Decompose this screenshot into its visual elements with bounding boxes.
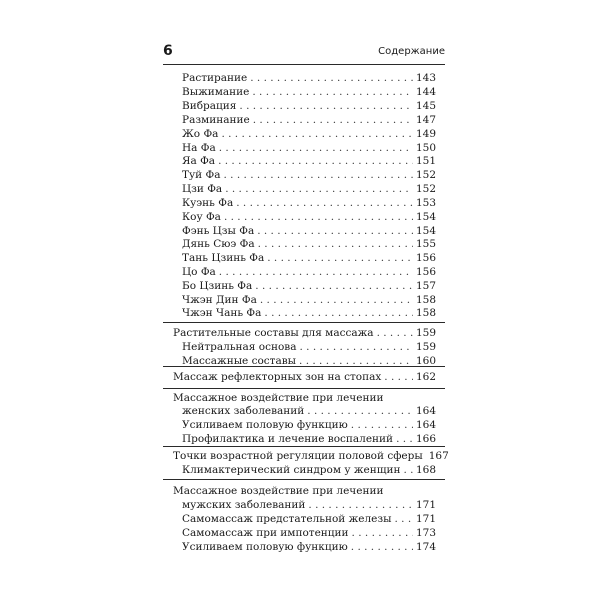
toc-entry: Массажные составы . . . 160: [182, 355, 436, 368]
page-header: [163, 40, 445, 65]
page-number: 6: [163, 43, 173, 59]
toc-entry: Тань Цзинь Фа . . . 156: [182, 252, 436, 265]
toc-entry: Климактерический синдром у женщин . . . 168: [182, 464, 436, 477]
toc-section-entry: мужских заболеваний . . . 171: [182, 499, 436, 512]
toc-entry: Жо Фа . . . 149: [182, 128, 436, 141]
toc-entry: Выжимание . . . 144: [182, 86, 436, 99]
section-divider: [163, 366, 445, 367]
toc-entry: Усиливаем половую функцию . . . 174: [182, 541, 436, 554]
toc-entry: Профилактика и лечение воспалений . . . 166: [182, 433, 436, 446]
toc-entry: Вибрация . . . 145: [182, 100, 436, 113]
toc-section-title: Массажное воздействие при лечении: [173, 392, 384, 404]
toc-section-entry: Массаж рефлекторных зон на стопах . . . 162: [173, 371, 436, 384]
toc-entry: Чжэн Дин Фа . . . 158: [182, 294, 436, 307]
toc-entry: Туй Фа . . . 152: [182, 169, 436, 182]
toc-entry: Усиливаем половую функцию . . . 164: [182, 419, 436, 432]
toc-entry: Разминание . . . 147: [182, 114, 436, 127]
toc-entry: Цзи Фа . . . 152: [182, 183, 436, 196]
toc-entry: На Фа . . . 150: [182, 142, 436, 155]
toc-entry: Растирание . . . 143: [182, 72, 436, 85]
section-title: Содержание: [378, 46, 445, 57]
section-divider: [163, 322, 445, 323]
toc-entry: Фэнь Цзы Фа . . . 154: [182, 225, 436, 238]
toc-entry: Коу Фа . . . 154: [182, 211, 436, 224]
toc-entry: Яа Фа . . . 151: [182, 155, 436, 168]
toc-entry: Бо Цзинь Фа . . . 157: [182, 280, 436, 293]
toc-entry: Нейтральная основа . . . 159: [182, 341, 436, 354]
section-divider: [163, 388, 445, 389]
toc-entry: Самомассаж при импотенции . . . 173: [182, 527, 436, 540]
toc-entry: Дянь Сюэ Фа . . . 155: [182, 238, 436, 251]
toc-section-entry: Растительные составы для массажа . . . 159: [173, 327, 436, 340]
section-divider: [163, 446, 445, 447]
toc-section-entry: женских заболеваний . . . 164: [182, 405, 436, 418]
section-divider: [163, 479, 445, 480]
toc-entry: Самомассаж предстательной железы . . . 171: [182, 513, 436, 526]
toc-section-entry: Точки возрастной регуляции половой сферы 167: [173, 450, 449, 462]
toc-section-title: Массажное воздействие при лечении: [173, 485, 384, 497]
toc-entry: Куэнь Фа . . . 153: [182, 197, 436, 210]
toc-entry: Чжэн Чань Фа . . . 158: [182, 307, 436, 320]
toc-entry: Цо Фа . . . 156: [182, 266, 436, 279]
